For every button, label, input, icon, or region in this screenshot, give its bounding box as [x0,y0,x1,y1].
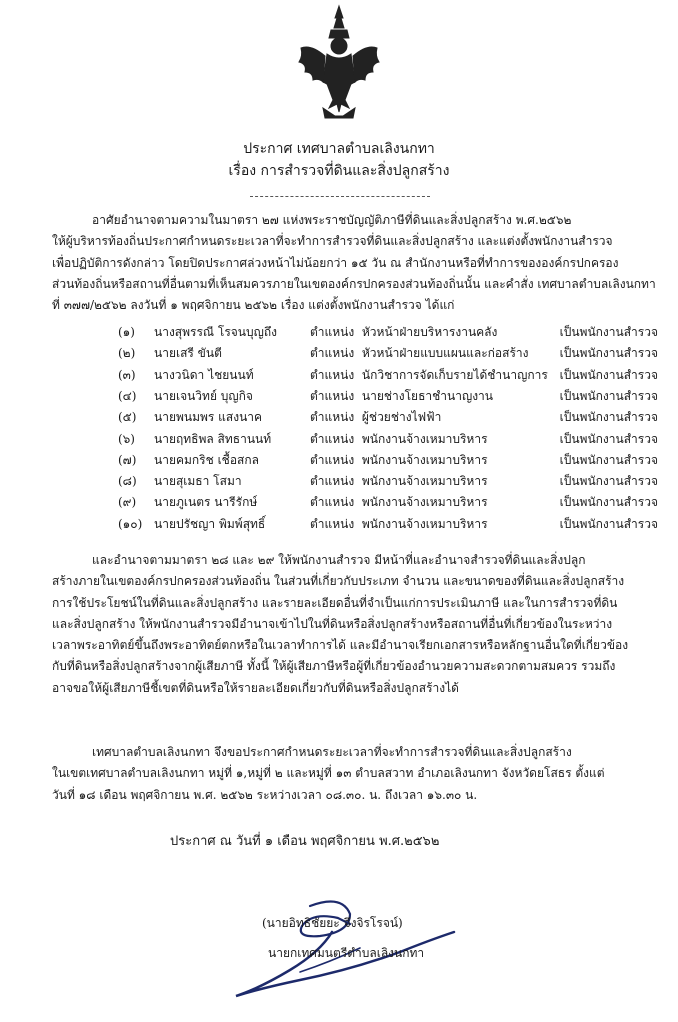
position-label: ตำแหน่ง [310,346,355,361]
staff-name: นายเสรี ขันตี [154,346,222,361]
staff-number: (๑๐) [118,516,143,531]
schedule-paragraph [52,742,657,806]
schedule-line: เทศบาลตำบลเลิงนกทา จึงขอประกาศกำหนดระยะเวลาที่จะทำการสำรวจที่ดินและสิ่งปลูกสร้าง [92,745,572,759]
staff-name: นายภูเนตร นารีรักษ์ [154,495,258,510]
position-value: ผู้ช่วยช่างไฟฟ้า [361,410,442,425]
position-value: พนักงานจ้างเหมาบริหาร [361,431,488,446]
staff-role: เป็นพนักงานสำรวจ [559,474,658,489]
staff-row [118,343,658,364]
authority-line: เวลาพระอาทิตย์ขึ้นถึงพระอาทิตย์ตกหรือในเวลาทำการได้ และมีอำนาจเรียกเอกสารหรือหลักฐานอื่นใดที่เกี่ยวข้อง [52,638,629,653]
staff-position [310,492,488,513]
intro-paragraph [52,210,657,316]
position-value: พนักงานจ้างเหมาบริหาร [361,495,488,510]
position-label: ตำแหน่ง [310,474,355,489]
staff-role: เป็นพนักงานสำรวจ [559,431,658,446]
signatory-name: (นายอิทธิชัยยะ จึงจิรโรจน์) [262,916,403,930]
position-label: ตำแหน่ง [310,410,355,425]
position-label: ตำแหน่ง [310,325,355,339]
staff-role: เป็นพนักงานสำรวจ [559,346,658,361]
intro-line: เพื่อปฏิบัติการดังกล่าว โดยปิดประกาศล่วงหน้าไม่น้อยกว่า ๑๕ วัน ณ สำนักงานหรือที่ทำการขององค์กรปกครอง [52,255,619,270]
authority-paragraph [52,550,657,699]
signatory-title: นายกเทศมนตรีตำบลเลิงนกทา [268,946,425,960]
staff-number: (๒) [118,346,136,361]
staff-role: เป็นพนักงานสำรวจ [559,388,658,403]
staff-name: นายพนมพร แสงนาค [154,410,263,425]
authority-line: การใช้ประโยชน์ในที่ดินและสิ่งปลูกสร้าง และรายละเอียดอื่นที่จำเป็นแก่การประเมินภาษี และในการสำรวจที่ดิน [52,595,618,610]
staff-number: (๔) [118,388,137,403]
staff-row [118,386,658,407]
position-label: ตำแหน่ง [310,388,355,403]
staff-number: (๗) [118,452,137,467]
staff-number: (๓) [118,367,136,382]
staff-row [118,365,658,386]
position-value: นักวิชาการจัดเก็บรายได้ชำนาญการ [361,367,548,382]
authority-line: สร้างภายในเขตองค์กรปกครองส่วนท้องถิ่น ในส่วนที่เกี่ยวกับประเภท จำนวน และขนาดของที่ดินและสิ่งปลูกสร้าง [52,574,625,589]
position-value: พนักงานจ้างเหมาบริหาร [361,474,488,489]
authority-line: และอำนาจตามมาตรา ๒๘ และ ๒๙ ให้พนักงานสำรวจ มีหน้าที่และอำนาจสำรวจที่ดินและสิ่งปลูก [92,553,586,567]
position-label: ตำแหน่ง [310,431,355,446]
staff-position [310,365,548,386]
intro-line: ให้ผู้บริหารท้องถิ่นประกาศกำหนดระยะเวลาที่จะทำการสำรวจที่ดินและสิ่งปลูกสร้าง และแต่งตั้งพนักงานสำรวจ [52,234,613,249]
announcement-title: ประกาศ เทศบาลตำบลเลิงนกทา [243,141,435,157]
authority-line: อาจขอให้ผู้เสียภาษีชี้เขตที่ดินหรือให้รายละเอียดเกี่ยวกับที่ดินหรือสิ่งปลูกสร้างได้ [52,680,459,695]
staff-row [118,322,658,343]
title-divider [250,196,430,197]
staff-name: นายปรัชญา พิมพ์สุทธิ์ [154,516,266,531]
intro-line: ส่วนท้องถิ่นหรือสถานที่อื่นตามที่เห็นสมควรภายในเขตองค์กรปกครองส่วนท้องถิ่นนั้น และคำสั่ง เทศบาลตำบลเลิงนกทา [52,276,656,291]
staff-row [118,407,658,428]
staff-role: เป็นพนักงานสำรวจ [559,516,658,531]
staff-row [118,514,658,535]
staff-name: นายเจนวิทย์ บุญกิจ [154,388,253,403]
staff-row [118,429,658,450]
position-value: หัวหน้าฝ่ายแบบแผนและก่อสร้าง [361,346,529,361]
intro-line: อาศัยอำนาจตามความในมาตรา ๒๗ แห่งพระราชบัญญัติภาษีที่ดินและสิ่งปลูกสร้าง พ.ศ.๒๕๖๒ [92,213,572,227]
schedule-line: ในเขตเทศบาลตำบลเลิงนกทา หมู่ที่ ๑,หมู่ที่ ๒ และหมู่ที่ ๑๓ ตำบลสวาท อำเภอเลิงนกทา จังหวัดยโสธร ตั้งแต่ [52,766,605,781]
authority-line: กับที่ดินหรือสิ่งปลูกสร้างจากผู้เสียภาษี ทั้งนี้ ให้ผู้เสียภาษีหรือผู้ที่เกี่ยวข้องอำนวยความสะดวกตามสมควร รวมถึง [52,659,616,674]
position-value: นายช่างโยธาชำนาญงาน [361,388,493,403]
staff-name: นางสุพรรณี โรจนบุญถึง [154,325,277,339]
staff-position [310,450,488,471]
position-label: ตำแหน่ง [310,452,355,467]
staff-role: เป็นพนักงานสำรวจ [559,410,658,425]
staff-role: เป็นพนักงานสำรวจ [559,452,658,467]
staff-name: นายคมกริช เชื้อสกล [154,452,259,467]
schedule-line: วันที่ ๑๘ เดือน พฤศจิกายน พ.ศ. ๒๕๖๒ ระหว่างเวลา ๐๘.๓๐. น. ถึงเวลา ๑๖.๓๐ น. [52,787,478,802]
staff-name: นายสุเมธา โสมา [154,474,242,489]
position-value: พนักงานจ้างเหมาบริหาร [361,452,488,467]
staff-role: เป็นพนักงานสำรวจ [559,325,658,339]
garuda-emblem-icon [297,4,381,122]
announcement-date: ประกาศ ณ วันที่ ๑ เดือน พฤศจิกายน พ.ศ.๒๕๖๒ [170,834,440,849]
staff-position [310,471,488,492]
staff-number: (๘) [118,474,137,489]
position-label: ตำแหน่ง [310,516,355,531]
position-label: ตำแหน่ง [310,367,355,382]
announcement-subject: เรื่อง การสำรวจที่ดินและสิ่งปลูกสร้าง [228,163,450,179]
staff-name: นางวนิดา ไชยนนท์ [154,367,254,382]
staff-position [310,343,529,364]
staff-role: เป็นพนักงานสำรวจ [559,367,658,382]
staff-number: (๑) [118,325,135,339]
position-label: ตำแหน่ง [310,495,355,510]
staff-role: เป็นพนักงานสำรวจ [559,495,658,510]
intro-line: ที่ ๓๗๗/๒๕๖๒ ลงวันที่ ๑ พฤศจิกายน ๒๕๖๒ เรื่อง แต่งตั้งพนักงานสำรวจ ได้แก่ [52,298,455,313]
staff-row [118,471,658,492]
position-value: หัวหน้าฝ่ายบริหารงานคลัง [361,325,498,339]
staff-position [310,322,497,343]
staff-number: (๙) [118,495,137,510]
staff-number: (๖) [118,431,135,446]
staff-row [118,450,658,471]
position-value: พนักงานจ้างเหมาบริหาร [361,516,488,531]
staff-row [118,492,658,513]
staff-position [310,514,488,535]
staff-number: (๕) [118,410,137,425]
authority-line: และสิ่งปลูกสร้าง ให้พนักงานสำรวจมีอำนาจเข้าไปในที่ดินหรือสิ่งปลูกสร้างหรือสถานที่อื่นที่เกี่ยวข้องในระหว่าง [52,616,613,631]
staff-position [310,429,488,450]
staff-name: นายฤทธิพล สิทธานนท์ [154,431,272,446]
staff-position [310,386,493,407]
staff-position [310,407,441,428]
